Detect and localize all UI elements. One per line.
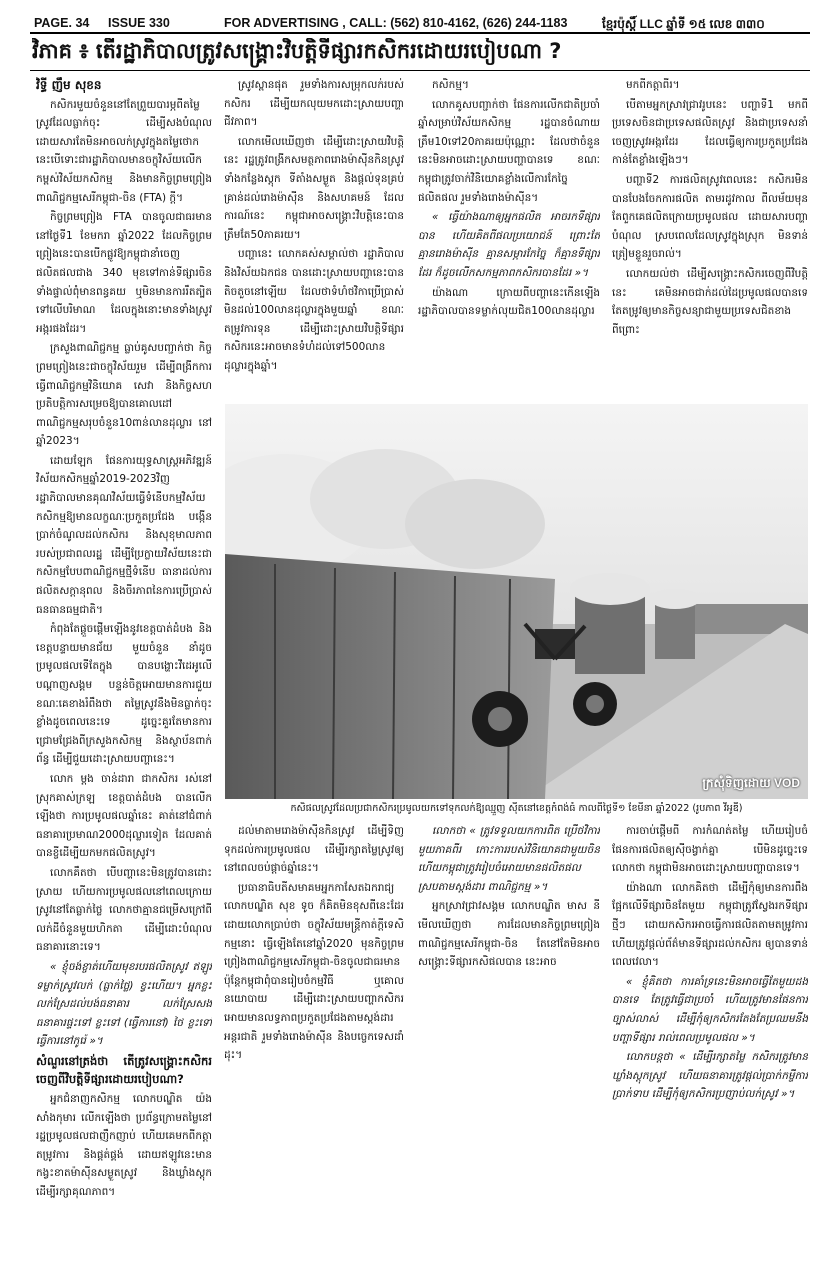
paragraph: យ៉ាងណា ក្រោយពីបញ្ហានេះកើនឡើង រដ្ឋាភិបាលបានទម្លាក់លុយជិត100លានដុល្លារ xyxy=(418,286,600,318)
tractor-rice-photo xyxy=(225,404,808,799)
quote: លោកបន្តថា « ដើម្បីរក្សាតម្លៃ កសិករត្រូវមានឃ្លាំងស្តុកស្រូវ ហើយធនាគារត្រូវផ្តល់ប្រាក់កម្ចីការប្រាក់ទាប ដើម្បីកុំឲ្យកសិករប្រញាប់លក់ស្រូវ »។ xyxy=(612,1051,808,1101)
byline: វិទ្ធី ញឹម សុខន xyxy=(36,78,102,92)
paragraph: លោកគឹតថា បើបញ្ហានេះមិនត្រូវបានដោះស្រាយ ហើយការប្រមូលផលនៅពេលក្រោយស្រូវនៅតែធ្លាក់ថ្លៃ លោកថាគ្មានជម្រើសក្រៅពីលក់ដីចំនួនមួយហិកតា ដើម្បីដោះបំណុលធនាគារនោះទេ។ xyxy=(36,866,212,954)
paragraph: បញ្ហានេះ លោកគស់សម្គាល់ថា រដ្ឋាភិបាលនិងវិស័យឯកជន បានដោះស្រាយបញ្ហានេះបានតិចតួចនៅឡើយ ដែលថាទំហំថវិកាប្រើប្រាស់មិនដល់100លានដុល្លារក្នុងមួយឆ្នាំ ខណៈតម្រូវការទុន ដើម្បីដោះស្រាយវិបត្តិទីផ្សារកសិករនេះអាចមានទំហំដល់ទៅ500លានដុល្លារក្នុងឆ្នាំ។ xyxy=(224,248,404,372)
column-2-top xyxy=(224,76,404,398)
page-number: PAGE. 34 xyxy=(34,16,90,30)
column-4-top xyxy=(612,76,808,398)
paragraph: លោកមើលឃើញថា ដើម្បីដោះស្រាយវិបត្តិនេះ រដ្ឋត្រូវពង្រីកសមត្ថភាពរោងម៉ាស៊ីនកិនស្រូវ ទាំងកន្លែងស្តុក ទីតាំងសម្ងួត និងផ្តល់ទុនគ្រប់គ្រាន់ដល់រោងម៉ាស៊ីន និងសហគមន៍ ដែលការណ៍នេះ កម្ពុជាអាចសង្គ្រោះវិបត្តិនេះបានត្រឹមតែ50ភាគរយ។ xyxy=(224,135,404,241)
publication-info: ខ្មែរប៉ុស្តិ៍ LLC ឆ្នាំទី ១៥ លេខ ៣៣០ xyxy=(602,17,765,31)
column-3-bottom xyxy=(418,822,600,1256)
quote: « ធ្វើយ៉ាងណាឲ្យអ្នកផលិត អាចរកទីផ្សារបាន ហើយគិតពីផលប្រយោជន៍ ព្រោះតែគ្មានរោងម៉ាស៊ីន គ្មានសម្ភារកែច្នៃ ក៏គ្មានទីផ្សារដែរ ក៏ដូចលើកសកម្មភាពកសិករបានដែរ »។ xyxy=(418,211,600,279)
title-divider xyxy=(30,70,810,71)
photo-watermark: ក្រសុំទិញដោយ VOD xyxy=(702,776,800,790)
paragraph: ដល់មាតាមរោងម៉ាស៊ីនកិនស្រូវ ដើម្បីទិញទុកដល់ការប្រមូលផល ដើម្បីរក្សាតម្លៃស្រូវឲ្យនៅពេលចប់ផ្តាច់ឆ្នាំនេះ។ xyxy=(224,825,404,875)
paragraph: បើតាមអ្នកស្រាវជ្រាវរូបនេះ បញ្ហាទី1 មកពីប្រទេសចិនជាប្រទេសផលិតស្រូវ និងជាប្រទេសនាំចេញស្រូវអង្ករដែរ ដែលធ្វើឲ្យការប្រកួតប្រជែងកាន់តែខ្លាំងឡើងៗ។ xyxy=(612,98,808,167)
page-header xyxy=(34,14,806,34)
article-title: វិភាគ ៖ តើរដ្ឋាភិបាលត្រូវសង្គ្រោះវិបត្តិទីផ្សារកសិករដោយរបៀបណា ? xyxy=(32,39,562,63)
paragraph: កិច្ចព្រមព្រៀង FTA បានចូលជាធរមាន នៅថ្ងៃទី1 ខែមករា ឆ្នាំ2022 ដែលកិច្ចព្រមព្រៀងនេះបានបើកផ្លូវឱ្យកម្ពុជានាំចេញផលិតផលជាង 340 មុខទៅកាន់ទីផ្សារចិន ទាំងផ្ទាល់ពុំមានពន្ធគយ ឬមិនមានការរឹតត្បិតទៅលើបរិមាណ ដែលក្នុងនោះមានទាំងស្រូវអង្ករផងដែរ។ xyxy=(36,211,212,335)
headline-bar xyxy=(30,32,810,72)
issue-number: ISSUE 330 xyxy=(108,16,170,30)
paragraph: មកពីកត្តាពីរ។ xyxy=(626,79,680,91)
paragraph: យ៉ាងណា លោកគិតថា ដើម្បីកុំឲ្យមានការពឹងផ្អែកលើទីផ្សារចិនតែមួយ កម្ពុជាត្រូវស្វែងរកទីផ្សារថ្មីៗ ដោយកសិករអាចធ្វើការផលិតតាមតម្រូវការ ហើយត្រូវផ្តល់ព័ត៌មានទីផ្សារដល់កសិករ ឲ្យបានទាន់ពេលវេលា។ xyxy=(612,881,808,969)
article-photo xyxy=(225,404,808,799)
subheading: សំណួរនៅត្រង់ថា តើត្រូវសង្គ្រោះកសិករចេញពីវិបត្តិទីផ្សារដោយរបៀបណា? xyxy=(36,1053,212,1087)
quote: « ខ្ញុំចង់ខ្ចាត់ហើយមុខរបរផលិតស្រូវ ឥឡូវទម្លាក់ស្រូវលក់ (ធ្លាក់ថ្លៃ) ខ្វះហើយ។ អ្នកខ្លះលក់ស្រែដល់បង់ធនាគារ លក់ស្រែសងធនាគារផ្ទះទៅ ខ្លះទៅ (ធ្វើការនៅ) ថៃ ខ្លះទៅធ្វើការនៅកូរ៉េ »។ xyxy=(36,960,212,1048)
paragraph: បញ្ហាទី2 ការផលិតស្រូវពេលនេះ កសិករមិនបានបែងចែកការផលិត តាមរដូវកាល ពីលម័យមុន តែពួកគេផលិតក្រោយប្រមូលផល ដោយសារបញ្ហាបំណុល ស្របពេលដែលស្រូវក្នុងស្រុក មិនទាន់ត្រៀមខ្លួនរួចរាល់។ xyxy=(612,173,808,261)
column-1 xyxy=(36,76,212,1256)
paragraph: កសិករមួយចំនួននៅតែព្រួយបារម្ភពីតម្លៃស្រូវដែលធ្លាក់ចុះ ដើម្បីសងបំណុល ដោយសារតែមិនអាចលក់ស្រូវក្នុងតម្លៃថោក នេះបើទោះជារដ្ឋាភិបាលមានចក្ខុវិស័យលើកកម្ពស់វិស័យកសិកម្ម និងមានកិច្ចព្រមព្រៀងពាណិជ្ជកម្មសេរីកម្ពុជា-ចិន (FTA) ក្តី។ xyxy=(36,98,212,204)
column-2-bottom xyxy=(224,822,404,1256)
paragraph: ដោយឡែក ផែនការយុទ្ធសាស្ត្រអភិវឌ្ឍន៍វិស័យកសិកម្មឆ្នាំ2019-2023វិញ រដ្ឋាភិបាលមានគុណវិស័យធ្វើទំនើបកម្មវិស័យកសិកម្មឱ្យមានលក្ខណៈប្រកួតប្រជែង បង្កើនប្រាក់ចំណូលដល់កសិករ និងសុខុមាលភាពរបស់ប្រជាពលរដ្ឋ ដើម្បីប្រែក្លាយវិស័យនេះជាកសិកម្មបែបពាណិជ្ជកម្មថ្មីទំនើប ធានាដល់ការផលិតសក្តានុពល និងចីរភាពនៃការប្រើប្រាស់ធនធានធម្មជាតិ។ xyxy=(36,454,212,616)
paragraph: ប្រធានាធិបតីសមាគមអ្នកកាសែតឯករាជ្យ លោកបណ្ឌិត សុខ ទូច ក៏គិតមិនខុសពីនេះដែរ ដោយលោកប្រាប់ថា ចក្ខុវិស័យមន្ត្រីកាត់ក្តីទេសិកម្មនោះ ធ្វើឡើងតែនៅឆ្នាំ2020 មុនកិច្ចព្រមព្រៀងពាណិជ្ជកម្មសេរីកម្ពុជា-ចិនចូលជាធរមាន ប៉ុន្តែកម្ពុជាពុំបានរៀបចំកម្មវិធី ឬគោលនយោបាយ ដើម្បីដោះស្រាយបញ្ហាកសិករអោយមានលទ្ធភាពប្រកួតប្រជែងតាមស្តង់ដារអន្តរជាតិ រួមទាំងរោងម៉ាស៊ីន និងបច្ចេកទេសដាំដុះ។ xyxy=(224,881,404,1062)
column-4-bottom xyxy=(612,822,808,1256)
advertising-contact: FOR ADVERTISING , CALL: (562) 810-4162, (626) 244-1183 xyxy=(224,16,568,30)
paragraph: ការចាប់ផ្តើមពី ការកំណត់តម្លៃ ហើយរៀបចំផែនការផលិតឲ្យស៊ីចង្វាក់គ្នា បើមិនដូច្នេះទេ លោកថា កម្ពុជាមិនអាចដោះស្រាយបញ្ហាបានទេ។ xyxy=(612,825,808,875)
paragraph: កសិកម្ម។ xyxy=(432,79,469,91)
paragraph: លោក ម្តង ចាន់ដារា ជាកសិករ រស់នៅស្រុកគាស់ក្រឡ ខេត្តបាត់ដំបង បានលើកឡើងថា ការប្រមូលផលឆ្នាំនេះ គាត់នៅជំពាក់ធនាគារប្រមាណ2000ដុល្លារទៀត ដែលគាត់បានខ្ចីដើម្បីយកមកផលិតស្រូវ។ xyxy=(36,772,212,860)
paragraph: អ្នកជំនាញកសិកម្ម លោកបណ្ឌិត យ៉ង សាំងកុមារ លើកឡើងថា ប្រព័ន្ធក្រោមតម្លៃនៅរដ្ឋប្រមូលផលជាញឹកញាប់ ហើយគេមកពីកត្តាតម្រូវការ និងផ្គត់ផ្គង់ ដោយឥឡូវនេះមានកង្វះខាតម៉ាស៊ីនសម្ងួតស្រូវ និងឃ្លាំងស្តុក ដើម្បីរក្សាគុណភាព។ xyxy=(36,1093,212,1199)
paragraph: ក្រសួងពាណិជ្ជកម្ម ធ្លាប់គូសបញ្ជាក់ថា កិច្ចព្រមព្រៀងនេះជាចក្ខុវិស័យរួម ដើម្បីពង្រីកការធ្វើពាណិជ្ជកម្មវិនិយោគ សេវា និងកិច្ចសហប្រតិបត្តិការសម្រេចឱ្យបានគោលដៅពាណិជ្ជកម្មសរុបចំនួន10ពាន់លានដុល្លារ នៅឆ្នាំ2023។ xyxy=(36,342,212,448)
paragraph: លោកយល់ថា ដើម្បីសង្គ្រោះកសិករចេញពីវិបត្តិនេះ គេមិនអាចជាក់ដល់ដៃប្រមូលផលបានទេ តែតម្រូវឲ្យមានកិច្ចសន្យាជាមួយប្រទេសជិតខាង ពីព្រោះ xyxy=(612,267,808,336)
quote: លោកថា « ត្រូវទទួលយកការពិត ប្រើថវិការមួយភាគពីរ កោះការរបស់វិនិយោគជាមួយចិន ហើយកម្ពុជាត្រូវរៀបចំអោយមានផលិតផលស្របតាមស្តង់ដារ ពាណិជ្ជកម្ម »។ xyxy=(418,825,600,893)
photo-caption: កសិផលស្រូវដែលប្រជាកសិករប្រមូលយកទៅទុកលក់ឱ្យឈ្មួញ ស៊ីតនៅខេត្តកំពង់ធំ កាលពីថ្ងៃទី១ ខែមីនា ឆ្នាំ2022 (រូបភាព វីអូឌី) xyxy=(290,803,743,814)
column-3-top xyxy=(418,76,600,398)
paragraph: ស្រូវស្ពានផុត រួមទាំងការសម្រុកលក់របស់កសិករ ដើម្បីយកលុយមកដោះស្រាយបញ្ហាជីវភាព។ xyxy=(224,79,404,129)
quote: « ខ្ញុំគិតថា ការគាំទ្រនេះមិនអាចធ្វើតែមួយដងបានទេ តែត្រូវធ្វើជាប្រចាំ ហើយត្រូវមានផែនការច្បាស់លាស់ ដើម្បីកុំឲ្យកសិករតែងតែប្រឈមនឹងបញ្ហាទីផ្សារ រាល់ពេលប្រមូលផល »។ xyxy=(612,975,808,1044)
paragraph: អ្នកស្រាវជ្រាវសង្គម លោកបណ្ឌិត មាស នី មើលឃើញថា ការដែលមានកិច្ចព្រមព្រៀងពាណិជ្ជកម្មសេរីកម្ពុជា-ចិន តែនៅតែមិនអាចសង្គ្រោះទីផ្សារកសិផលបាន នេះអាច xyxy=(418,900,600,969)
paragraph: លោកគូសបញ្ជាក់ថា ផែនការលើកជាតិប្រចាំឆ្នាំសម្រាប់វិស័យកសិកម្ម រដ្ឋបានចំណាយត្រឹម10ទៅ20ភាគរយប៉ុណ្ណោះ ដែលថាចំនួននេះមិនអាចដោះស្រាយបញ្ហាបានទេ ខណៈកម្ពុជាត្រូវចាក់វិនិយោគខ្លាំងលើការកែច្នៃផលិតផល រួមទាំងរោងម៉ាស៊ីន។ xyxy=(418,98,600,204)
paragraph: កំពុងតែផ្តួចផ្តើមឡើងនូវខេត្តបាត់ដំបង និងខេត្តបន្ទាយមានជ័យ មួយចំនួន នាំដូចប្រមូលផលទើតែក្នុង បានបង្ហោះវីដេអូលើបណ្តាញសង្គម បន្ទន់ចិត្តអោយមានការជួយ ខណៈគេខាងរំពឹងថា តម្លៃស្រូវនឹងមិនធ្លាក់ចុះខ្លាំងដូចពេលនេះទេ ដូច្នេះគួរតែមានការជ្រោមជ្រែងពីក្រសួងកសិកម្ម និងស្ថាប័នពាក់ព័ន្ធ ដើម្បីជួយដោះស្រាយបញ្ហានេះ។ xyxy=(36,623,212,766)
